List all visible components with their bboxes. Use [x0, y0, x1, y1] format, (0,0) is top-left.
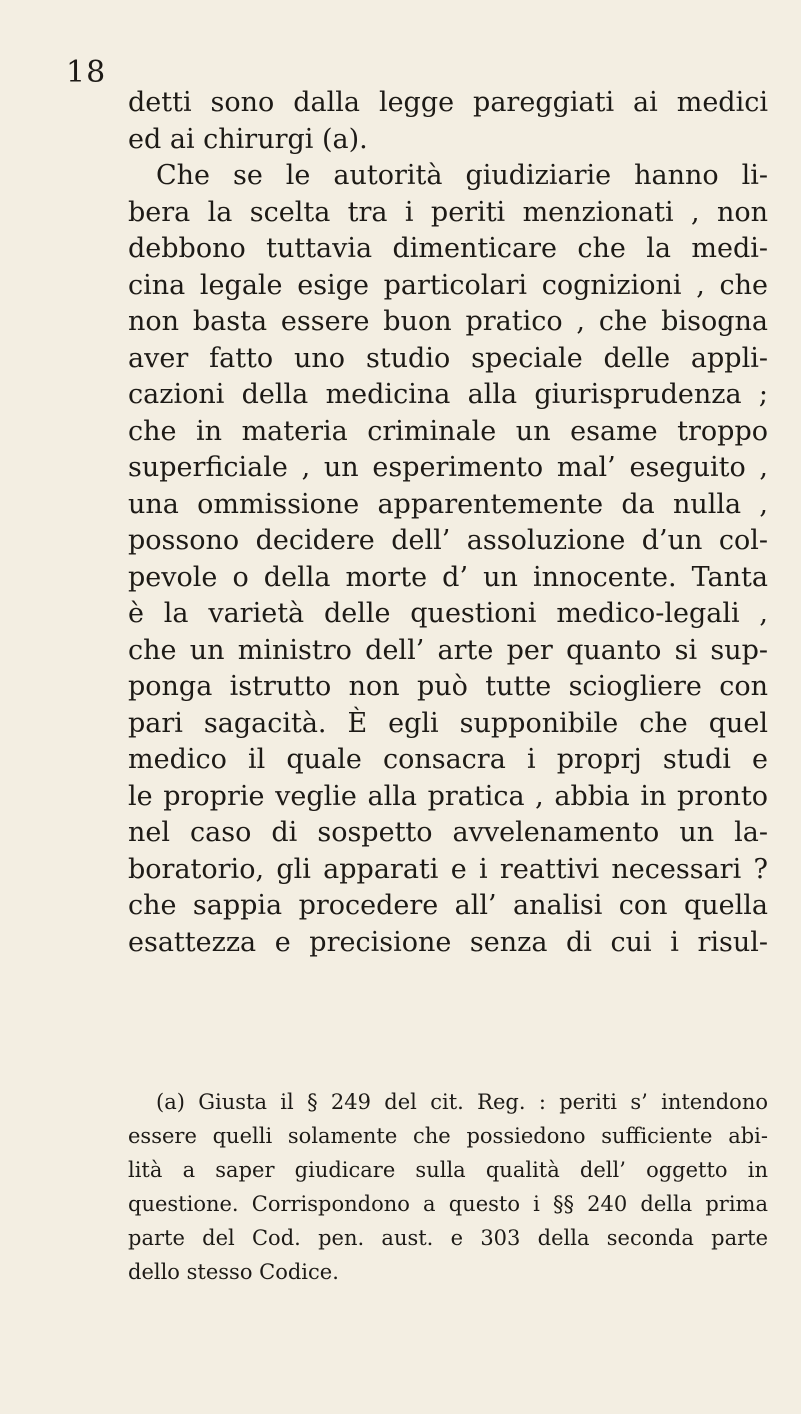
text-line: cazioni della medicina alla giurisprudenza ;	[128, 379, 768, 410]
text-line: boratorio, gli apparati e i reattivi necessari ?	[128, 853, 768, 885]
footnote-line: essere quelli solamente che possiedono sufficiente abi-	[128, 1124, 768, 1148]
text-line: debbono tuttavia dimenticare che la medi-	[128, 233, 768, 264]
text-line: che in materia criminale un esame troppo	[128, 415, 768, 447]
text-line: aver fatto uno studio speciale delle appli-	[128, 342, 768, 374]
main-text	[128, 85, 768, 961]
text-line: esattezza e precisione senza di cui i risul-	[128, 926, 768, 958]
text-line: ed ai chirurgi (a).	[128, 123, 368, 155]
text-line: medico il quale consacra i proprj studi e	[128, 744, 768, 775]
footnote-line: questione. Corrispondono a questo i §§ 240 della prima	[128, 1192, 768, 1216]
footnote	[128, 1085, 768, 1289]
page-number: 18	[66, 55, 107, 90]
text-line: superficiale , un esperimento mal’ eseguito ,	[128, 452, 768, 483]
text-line: pari sagacità. È egli supponibile che quel	[128, 707, 768, 739]
text-line: pevole o della morte d’ un innocente. Tanta	[128, 561, 768, 593]
text-line: Che se le autorità giudiziarie hanno li-	[156, 160, 768, 191]
text-line: bera la scelta tra i periti menzionati , non	[128, 196, 768, 228]
text-line: una ommissione apparentemente da nulla ,	[128, 488, 768, 520]
footnote-line: dello stesso Codice.	[128, 1260, 339, 1284]
text-line: che un ministro dell’ arte per quanto si sup-	[128, 634, 768, 666]
text-line: le proprie veglie alla pratica , abbia in pronto	[128, 780, 768, 812]
text-line: possono decidere dell’ assoluzione d’un col-	[128, 525, 768, 556]
footnote-line: (a) Giusta il § 249 del cit. Reg. : periti s’ intendono	[156, 1090, 768, 1114]
text-line: è la varietà delle questioni medico-legali ,	[128, 598, 768, 629]
text-line: non basta essere buon pratico , che bisogna	[128, 306, 768, 337]
footnote-line: lità a saper giudicare sulla qualità dell’ oggetto in	[128, 1158, 768, 1182]
footnote-line: parte del Cod. pen. aust. e 303 della seconda parte	[128, 1226, 768, 1250]
text-line: che sappia procedere all’ analisi con quella	[128, 890, 768, 921]
text-line: cina legale esige particolari cognizioni , che	[128, 269, 768, 301]
text-line: nel caso di sospetto avvelenamento un la-	[128, 817, 768, 848]
text-line: ponga istrutto non può tutte sciogliere con	[128, 671, 768, 702]
text-line: detti sono dalla legge pareggiati ai medici	[128, 87, 768, 118]
